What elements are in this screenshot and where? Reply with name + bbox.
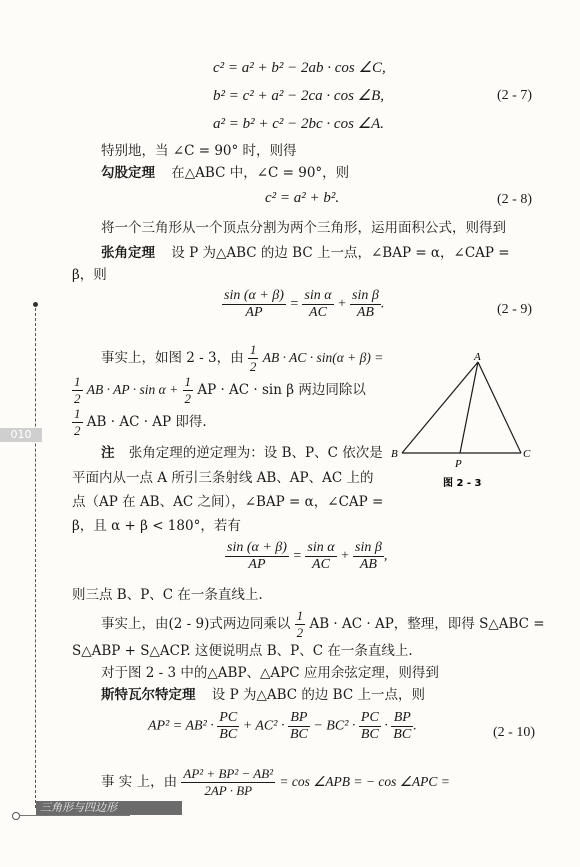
proof2-line-1: 事实上，由(2 - 9)式两边同乘以 $\frac{1}{2}$ AB · AC · AP，整理，即得 S△ABC = [101,608,545,640]
label-c: C [523,448,531,460]
proof3-line: 事 实 上，由 $\frac{\text{AP² + BP² − AB²}}{2AP \cdot BP}$ = cos ∠APB = − cos ∠APC = [101,766,450,798]
figure-caption: 图 2 - 3 [443,478,482,489]
figure-2-3 [388,350,538,490]
footer-circle-icon [12,812,20,820]
segment-ap [460,362,478,453]
collinear-line: 则三点 B、P、C 在一条直线上. [72,587,263,603]
fraction-half: $\frac{1}{2}$ [74,406,81,438]
special-case-line: 特别地，当 ∠C = 90° 时，则得 [101,143,297,159]
fraction: $\frac{\text{sin β}}{AB}$ [352,288,379,320]
equation-zhang-inverse: $\frac{\sin (\alpha + \beta)}{AP}$ = $\frac{\text{sin α}}{AC}$ + $\frac{\text{sin β}}{AB}$ , [227,540,388,572]
fraction: $\frac{PC}{BC}$ [360,710,379,742]
equation-pythagoras: c² = a² + b². [265,190,340,206]
note-line-3: 点（AP 在 AB、AC 之间），∠BAP = α，∠CAP = [72,494,384,510]
segment-ab [402,362,478,453]
margin-dashed-line [35,308,36,808]
equation-number-2-7: (2 - 7) [497,88,532,103]
theorem-body: 在△ABC 中，∠C = 90°，则 [171,165,350,181]
fraction-half: $\frac{1}{2}$ [74,374,81,406]
page-number: 010 [10,428,32,441]
theorem-title: 张角定理 [101,245,155,261]
footer-rule [20,815,130,816]
zhang-theorem-line [101,240,510,266]
note-line-2: 平面内从一点 A 所引三条射线 AB、AP、AC 上的 [72,470,374,486]
equation-number-2-10: (2 - 10) [493,725,535,740]
fraction: $\frac{PC}{BC}$ [219,710,238,742]
note-line-1: 注 张角定理的逆定理为：设 B、P、C 依次是 [101,445,383,461]
apply-cosine-line: 对于图 2 - 3 中的△ABP、△APC 应用余弦定理，则得到 [101,665,439,681]
theorem-title: 斯特瓦尔特定理 [101,687,196,703]
equation-number-2-9: (2 - 9) [497,302,532,317]
equation-law-of-cosines-b: b² = c² + a² − 2ca · cos ∠B, [213,88,385,104]
fraction-half: $\frac{1}{2}$ [296,608,304,640]
proof-line-2: $\frac{1}{2}$ AB · AP · sin α + $\frac{1}{2}$ AP · AC · sin β 两边同除以 [74,374,366,406]
stewart-theorem-line: 斯特瓦尔特定理 设 P 为△ABC 的边 BC 上一点，则 [101,687,425,703]
label-p: P [455,458,462,470]
fraction: $\frac{\text{sin β}}{AB}$ [355,540,382,572]
theorem-body: 设 P 为△ABC 的边 BC 上一点，∠BAP = α，∠CAP = [171,245,510,261]
fraction: $\frac{BP}{BC}$ [289,710,308,742]
theorem-title: 勾股定理 [101,165,155,181]
proof2-line-2: S△ABP + S△ACP. 这便说明点 B、P、C 在一条直线上. [72,643,413,659]
note-title: 注 [101,445,115,461]
equation-stewart: AP² = AB² · $\frac{PC}{BC}$ + AC² · $\frac{BP}{BC}$ − BC² · $\frac{PC}{BC}$ · $\frac{BP}{BC}$ . [148,710,417,742]
zhang-theorem-line-2: β，则 [72,267,107,283]
footer-book-title: 三角形与四边形 [36,801,182,815]
margin-dot-icon [33,302,38,307]
equation-law-of-cosines-c: c² = a² + b² − 2ab · cos ∠C, [213,60,386,76]
fraction: $\frac{\text{AP² + BP² − AB²}}{2AP \cdot BP}$ [183,766,274,798]
equation-number-2-8: (2 - 8) [497,192,532,207]
fraction: $\frac{\text{sin α}}{AC}$ [307,540,335,572]
equation-law-of-cosines-a: a² = b² + c² − 2bc · cos ∠A. [213,116,385,132]
fraction-half: $\frac{1}{2}$ [184,374,192,406]
note-line-4: β，且 α + β < 180°，若有 [72,518,241,534]
fraction: $\frac{BP}{BC}$ [393,710,412,742]
pythagoras-theorem-line [101,160,349,186]
label-a: A [474,351,481,363]
proof-line-1: 事实上，如图 2 - 3，由 $\frac{1}{2}$ AB · AC · sin(α + β) = [101,342,384,374]
equation-zhang: $\frac{\sin (\alpha + \beta)}{AP}$ = $\frac{\text{sin α}}{AC}$ + $\frac{\text{sin β}}{AB}$ . [224,288,385,320]
fraction: $\frac{\sin (\alpha + \beta)}{AP}$ [224,288,284,320]
segment-ac [478,362,521,453]
fraction-half: $\frac{1}{2}$ [249,342,257,374]
proof-line-3: $\frac{1}{2}$ AB · AC · AP 即得. [74,406,207,438]
fraction: $\frac{\sin (\alpha + \beta)}{AP}$ [227,540,287,572]
fraction: $\frac{\text{sin α}}{AC}$ [304,288,332,320]
page-number-tab [0,428,42,442]
area-method-line: 将一个三角形从一个顶点分割为两个三角形，运用面积公式，则得到 [101,220,506,236]
label-b: B [391,448,398,460]
